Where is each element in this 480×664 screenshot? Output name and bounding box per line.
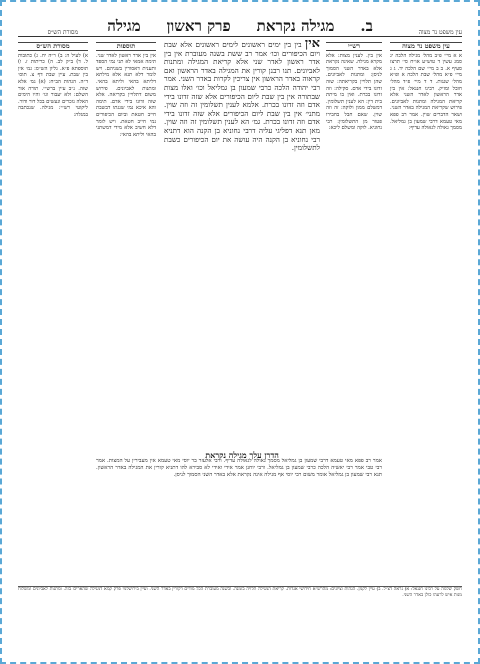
header-center: [107, 17, 373, 36]
left-margin-title: מסורת הש״ס: [18, 42, 88, 51]
opening-word: אין: [304, 40, 320, 51]
left-margin-column: [18, 40, 88, 600]
rashi-text: אין בין. לענין מצות: אלא מקרא מגילה. שאינה נקראת אלא באדר השני הסמוך לניסן: ומתנות לאביונים. שהן תלויין בקריאתה: שזה זדונו בידי אדם. סקילה: וזה זדונו בכרת. ואין בו מיתת בית דין: הא לענין תשלומין. דמשלם ממון ולוקה: זה וזה שוין. שאם חבל בחבירו פטור מן התשלומין: רבי נחוניא. לוקה ומשלם ליכא:: [326, 52, 382, 132]
lower-commentary-text: אמר רב פפא מאי טעמא דרבי שמעון בן גמליאל מסמך גאולה לגאולה עדיף. ורבי אלעזר בר יוסי מאי טעמא אין מעבירין על המצות. אמר רבי טבי אמר רבי יאשיה הלכה כרבי שמעון בן גמליאל. ורבי יוחנן אמר אידי ואידי לא סבירא להו דתניא קורין את המגילה באדר הראשון. תנא רבי שמעון בן גמליאל אומר משום רבי יוסי אף מגילה אינה נקראת אלא באדר השני הסמוך לניסן.: [96, 458, 382, 478]
tractate-heading: מגילה נקראת: [256, 17, 335, 35]
chapter-heading: פרק ראשון: [166, 17, 231, 35]
tosafot-text: אין בין אדר ראשון לאדר שני. תימה אמאי לא תני נמי הספד ותענית דאסורין בשניהם. ויש לומר דלא תנא אלא מילתא דליתא בהאי וליתא בהאי. ומתנות לאביונים. פירוש משום דתלויין בקריאה. אלא שזה זדונו בידי אדם. תימה והא איכא נמי שגגתו דבשבת חייב חטאת וביום הכיפורים נמי חייב חטאת. ויש לומר דלא חשיב אלא מידי דמשתני בהאי וליתא בהאי:: [96, 52, 156, 138]
page-header: [18, 14, 462, 37]
rashi-title: רש״י: [326, 42, 382, 51]
tosafot-column: [96, 40, 156, 510]
lower-commentary: [96, 458, 382, 582]
header-left-label: מסורת הש״ס: [47, 29, 79, 36]
header-right-label: עין משפט נר מצוה: [418, 29, 462, 36]
left-margin-text: א) לעיל ה: ב) ר״ה יח. ג) כתובות ל. ד) ב״ק לב. ה) כריתות ז. ו) תוספתא פ״א. גליון הש״ס: גמ׳ אין בין שבת. עיין שבת דף צ. תוס׳ ד״ה. הגהות הב״ח: (א) גמ׳ אלא שזה. נ״ב עיין ברש״י. תורה אור השלם: ולא יעבור וגו׳ והיו הימים האלה נזכרים ונעשים בכל דור ודור. ליקוטי רש״י: מגילה. שנכתבה במגלה:: [18, 52, 88, 118]
rashi-column: [326, 40, 382, 380]
book-heading: מגילה: [107, 17, 141, 35]
main-gemara-text: [164, 40, 320, 452]
gemara-body: בין בין ימים ראשונים לימים ראשונים אלא שבת ויום הכיפורים וכו׳ אמר רב ששת בשנה מעוברת אין בין אדר ראשון לאדר שני אלא קריאת המגילה ומתנות לאביונים. תנו רבנן קורין את המגילה באדר הראשון ואם קראוה באדר הראשון אין צריכין לקרות באדר השני. אמר רבי יהודה הלכה כרבי שמעון בן גמליאל וכו׳ ואלו מצות שבתורה אין בין שבת ליום הכיפורים אלא שזה זדונו בידי אדם וזה זדונו בכרת. אלמא לענין תשלומין זה וזה שוין. מתני׳ אין בין שבת ליום הכיפורים אלא שזה זדונו בידי אדם וזה זדונו בכרת. גמ׳ הא לענין תשלומין זה וזה שוין. מאן תנא דפליגי עליה דרבי נחוניא בן הקנה הוא דתניא רבי נחוניא בן הקנה היה עושה את יום הכיפורים כשבת לתשלומין.: [164, 40, 320, 153]
footer-text: חשק שלמה על רבינו חננאל: א) נראה דצ״ל. ב) עיין לקמן. הגהות וציונים: מהרש״א חידושי אגדות. קריאת המגילה תלויה בזמנה. ובשנה מעוברת הכל מודים דקורין באדר השני. ועיין בירושלמי פרק קמא דמגילה שהאריכו בזה. ומתנות לאביונים ומשלוח מנות איש לרעהו כולן באדר השני.: [18, 587, 462, 598]
tosafot-title: תוספות: [96, 42, 156, 51]
right-margin-title: עין משפט נר מצוה: [390, 42, 462, 51]
right-margin-column: [390, 40, 462, 600]
page-footer-notes: [18, 586, 462, 649]
talmud-page: [18, 14, 462, 650]
chapter-end-mark: הדרן עלך מגילה נקראת: [205, 450, 279, 460]
right-margin-text: א א מיי׳ פ״ב מהל׳ מגילה הלכה יג סמג עשין ד טוש״ע או״ח סי׳ תרצז סעיף א. ב ב מיי׳ שם הלכה יד. ג ג מיי׳ פ״א מהל׳ שבת הלכה א ופ״א מהל׳ שגגות. ד ד מיי׳ פ״ד מהל׳ חובל ומזיק. רבינו חננאל: אין בין אדר הראשון לאדר השני אלא קריאת המגילה ומתנות לאביונים. פירוש שקריאת המגילה באדר השני. ושאר הדברים שוין. אמר רב פפא מאי טעמא דרבי שמעון בן גמליאל. מסמך גאולה לגאולה עדיף:: [390, 52, 462, 132]
page-number: ב.: [360, 17, 373, 35]
